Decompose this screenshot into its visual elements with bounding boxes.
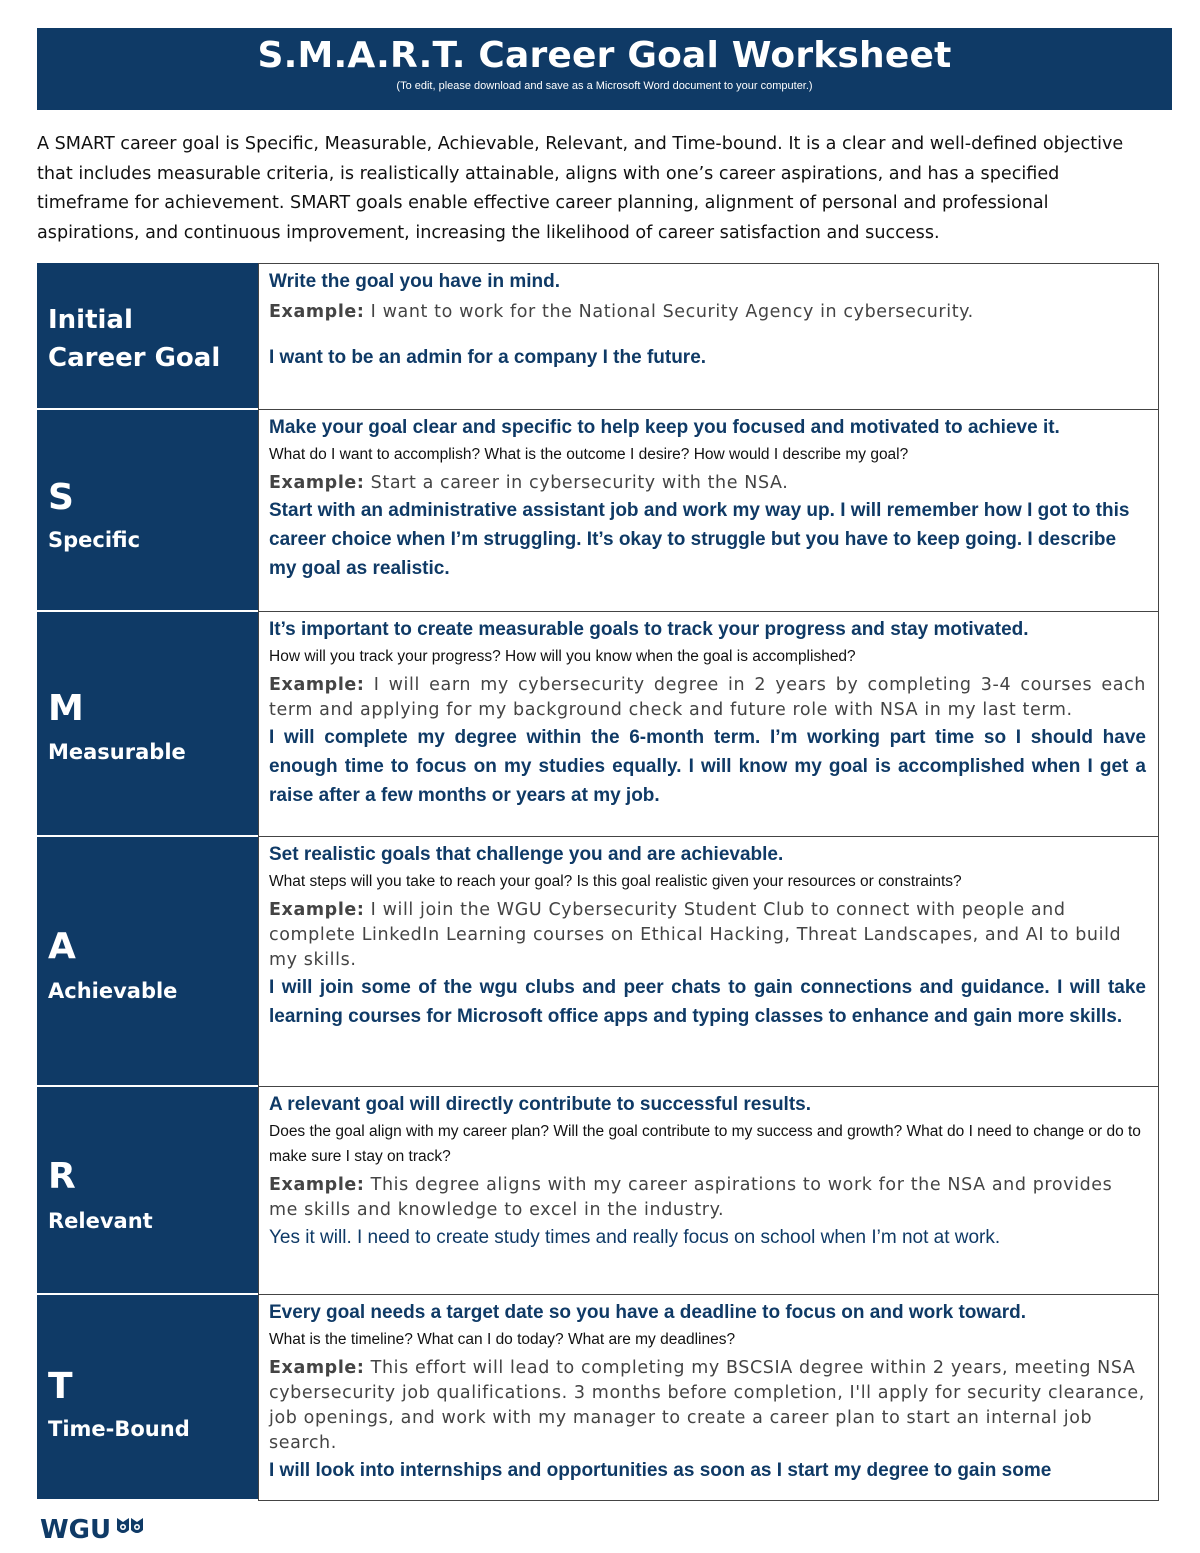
specific-answer[interactable]: Start with an administrative assistant job and work my way up. I will remember how I got to this career choice when I’m struggling. It’s okay to struggle but you have to keep going. I describe my goal as realistic. — [269, 500, 1130, 579]
measurable-example — [269, 673, 1146, 723]
smart-table — [37, 263, 1159, 1501]
measurable-example-text: I will earn my cybersecurity degree in 2 years by completing 3-4 courses each term and applying for my background check and future role with NSA in my last term. — [269, 675, 1146, 720]
label-cell-achievable — [37, 837, 258, 1087]
row-specific — [37, 410, 1159, 612]
measurable-answer[interactable]: I will complete my degree within the 6-month term. I’m working part time so I should have enough time to focus on my studies equally. I will know my goal is accomplished when I get a raise after a few months or years at my job. — [269, 727, 1146, 806]
initial-prompt: Write the goal you have in mind. — [269, 271, 561, 292]
wgu-logo — [40, 1515, 145, 1545]
content-cell-timebound[interactable] — [258, 1295, 1159, 1501]
example-label: Example: — [269, 302, 365, 322]
timebound-answer[interactable]: I will look into internships and opportunities as soon as I start my degree to gain some — [269, 1460, 1052, 1481]
label-cell-specific — [37, 410, 258, 612]
wgu-logo-text: WGU — [40, 1515, 112, 1545]
achievable-answer[interactable]: I will join some of the wgu clubs and peer chats to gain connections and guidance. I will take learning courses for Microsoft office apps and typing classes to enhance and gain more skills. — [269, 977, 1146, 1027]
page-subtitle: (To edit, please download and save as a Microsoft Word document to your computer.) — [396, 80, 813, 92]
specific-question: What do I want to accomplish? What is the outcome I desire? How would I describe my goal? — [269, 446, 909, 463]
row-achievable — [37, 837, 1159, 1087]
letter-t: T — [48, 1366, 73, 1407]
row-relevant — [37, 1087, 1159, 1295]
relevant-example-text: This degree aligns with my career aspirations to work for the NSA and provides me skills and knowledge to excel in the industry. — [269, 1175, 1113, 1220]
letter-m: M — [48, 688, 84, 729]
timebound-example-text: This effort will lead to completing my BSCSIA degree within 2 years, meeting NSA cybersecurity job qualifications. 3 months before completion, I'll apply for security clearance, job openings, and work with my manager to create a career plan to start an internal job search. — [269, 1358, 1145, 1453]
timebound-question: What is the timeline? What can I do today? What are my deadlines? — [269, 1331, 736, 1348]
page-title: S.M.A.R.T. Career Goal Worksheet — [257, 35, 952, 76]
achievable-example — [269, 898, 1146, 973]
label-achievable: Achievable — [48, 979, 178, 1003]
title-banner — [37, 28, 1172, 110]
letter-s: S — [48, 477, 74, 518]
content-cell-relevant[interactable] — [258, 1087, 1159, 1295]
label-cell-timebound — [37, 1295, 258, 1501]
intro-paragraph: A SMART career goal is Specific, Measurable, Achievable, Relevant, and Time-bound. It is a clear and well-defined objective that includes measurable criteria, is realistically attainable, aligns with one’s career aspirations, and has a specified timeframe for achievement. SMART goals enable effective career planning, alignment of personal and professional aspirations, and continuous improvement, increasing the likelihood of career satisfaction and success. — [37, 134, 1124, 243]
label-cell-relevant — [37, 1087, 258, 1295]
specific-example-text: Start a career in cybersecurity with the NSA. — [370, 473, 789, 493]
content-cell-specific[interactable] — [258, 410, 1159, 612]
example-label: Example: — [269, 1358, 365, 1378]
letter-r: R — [48, 1156, 76, 1197]
label-relevant: Relevant — [48, 1209, 153, 1233]
achievable-example-text: I will join the WGU Cybersecurity Student Club to connect with people and complete LinkedIn Learning courses on Ethical Hacking, Threat Landscapes, and AI to build my skills. — [269, 900, 1122, 970]
relevant-prompt: A relevant goal will directly contribute to successful results. — [269, 1094, 812, 1115]
achievable-question: What steps will you take to reach your goal? Is this goal realistic given your resources or constraints? — [269, 873, 962, 890]
content-cell-initial[interactable] — [258, 263, 1159, 410]
row-initial-goal — [37, 263, 1159, 410]
content-cell-measurable[interactable] — [258, 612, 1159, 837]
example-label: Example: — [269, 1175, 365, 1195]
label-measurable: Measurable — [48, 740, 186, 764]
achievable-prompt: Set realistic goals that challenge you and are achievable. — [269, 844, 784, 865]
timebound-example — [269, 1356, 1146, 1456]
relevant-example — [269, 1173, 1146, 1223]
letter-a: A — [48, 926, 76, 967]
timebound-prompt: Every goal needs a target date so you have a deadline to focus on and work toward. — [269, 1302, 1027, 1323]
specific-prompt: Make your goal clear and specific to help keep you focused and motivated to achieve it. — [269, 417, 1060, 438]
relevant-question: Does the goal align with my career plan? Will the goal contribute to my success and growth? What do I need to change or do to make sure I stay on track? — [269, 1123, 1141, 1165]
content-cell-achievable[interactable] — [258, 837, 1159, 1087]
measurable-prompt: It’s important to create measurable goals to track your progress and stay motivated. — [269, 619, 1029, 640]
row-measurable — [37, 612, 1159, 837]
label-cell-initial — [37, 263, 258, 410]
initial-example-text: I want to work for the National Security Agency in cybersecurity. — [370, 302, 974, 322]
relevant-answer[interactable]: Yes it will. I need to create study times and really focus on school when I’m not at work. — [269, 1227, 1001, 1248]
label-timebound: Time-Bound — [48, 1417, 190, 1441]
example-label: Example: — [269, 473, 365, 493]
label-specific: Specific — [48, 528, 141, 552]
initial-answer[interactable]: I want to be an admin for a company I the future. — [269, 347, 707, 368]
specific-example — [269, 471, 1146, 496]
label-cell-measurable — [37, 612, 258, 837]
example-label: Example: — [269, 900, 365, 920]
owl-icon — [115, 1515, 145, 1545]
row-timebound — [37, 1295, 1159, 1501]
initial-goal-label: Initial Career Goal — [48, 305, 221, 373]
measurable-question: How will you track your progress? How will you know when the goal is accomplished? — [269, 648, 856, 665]
example-label: Example: — [269, 675, 365, 695]
initial-example — [269, 300, 1146, 325]
